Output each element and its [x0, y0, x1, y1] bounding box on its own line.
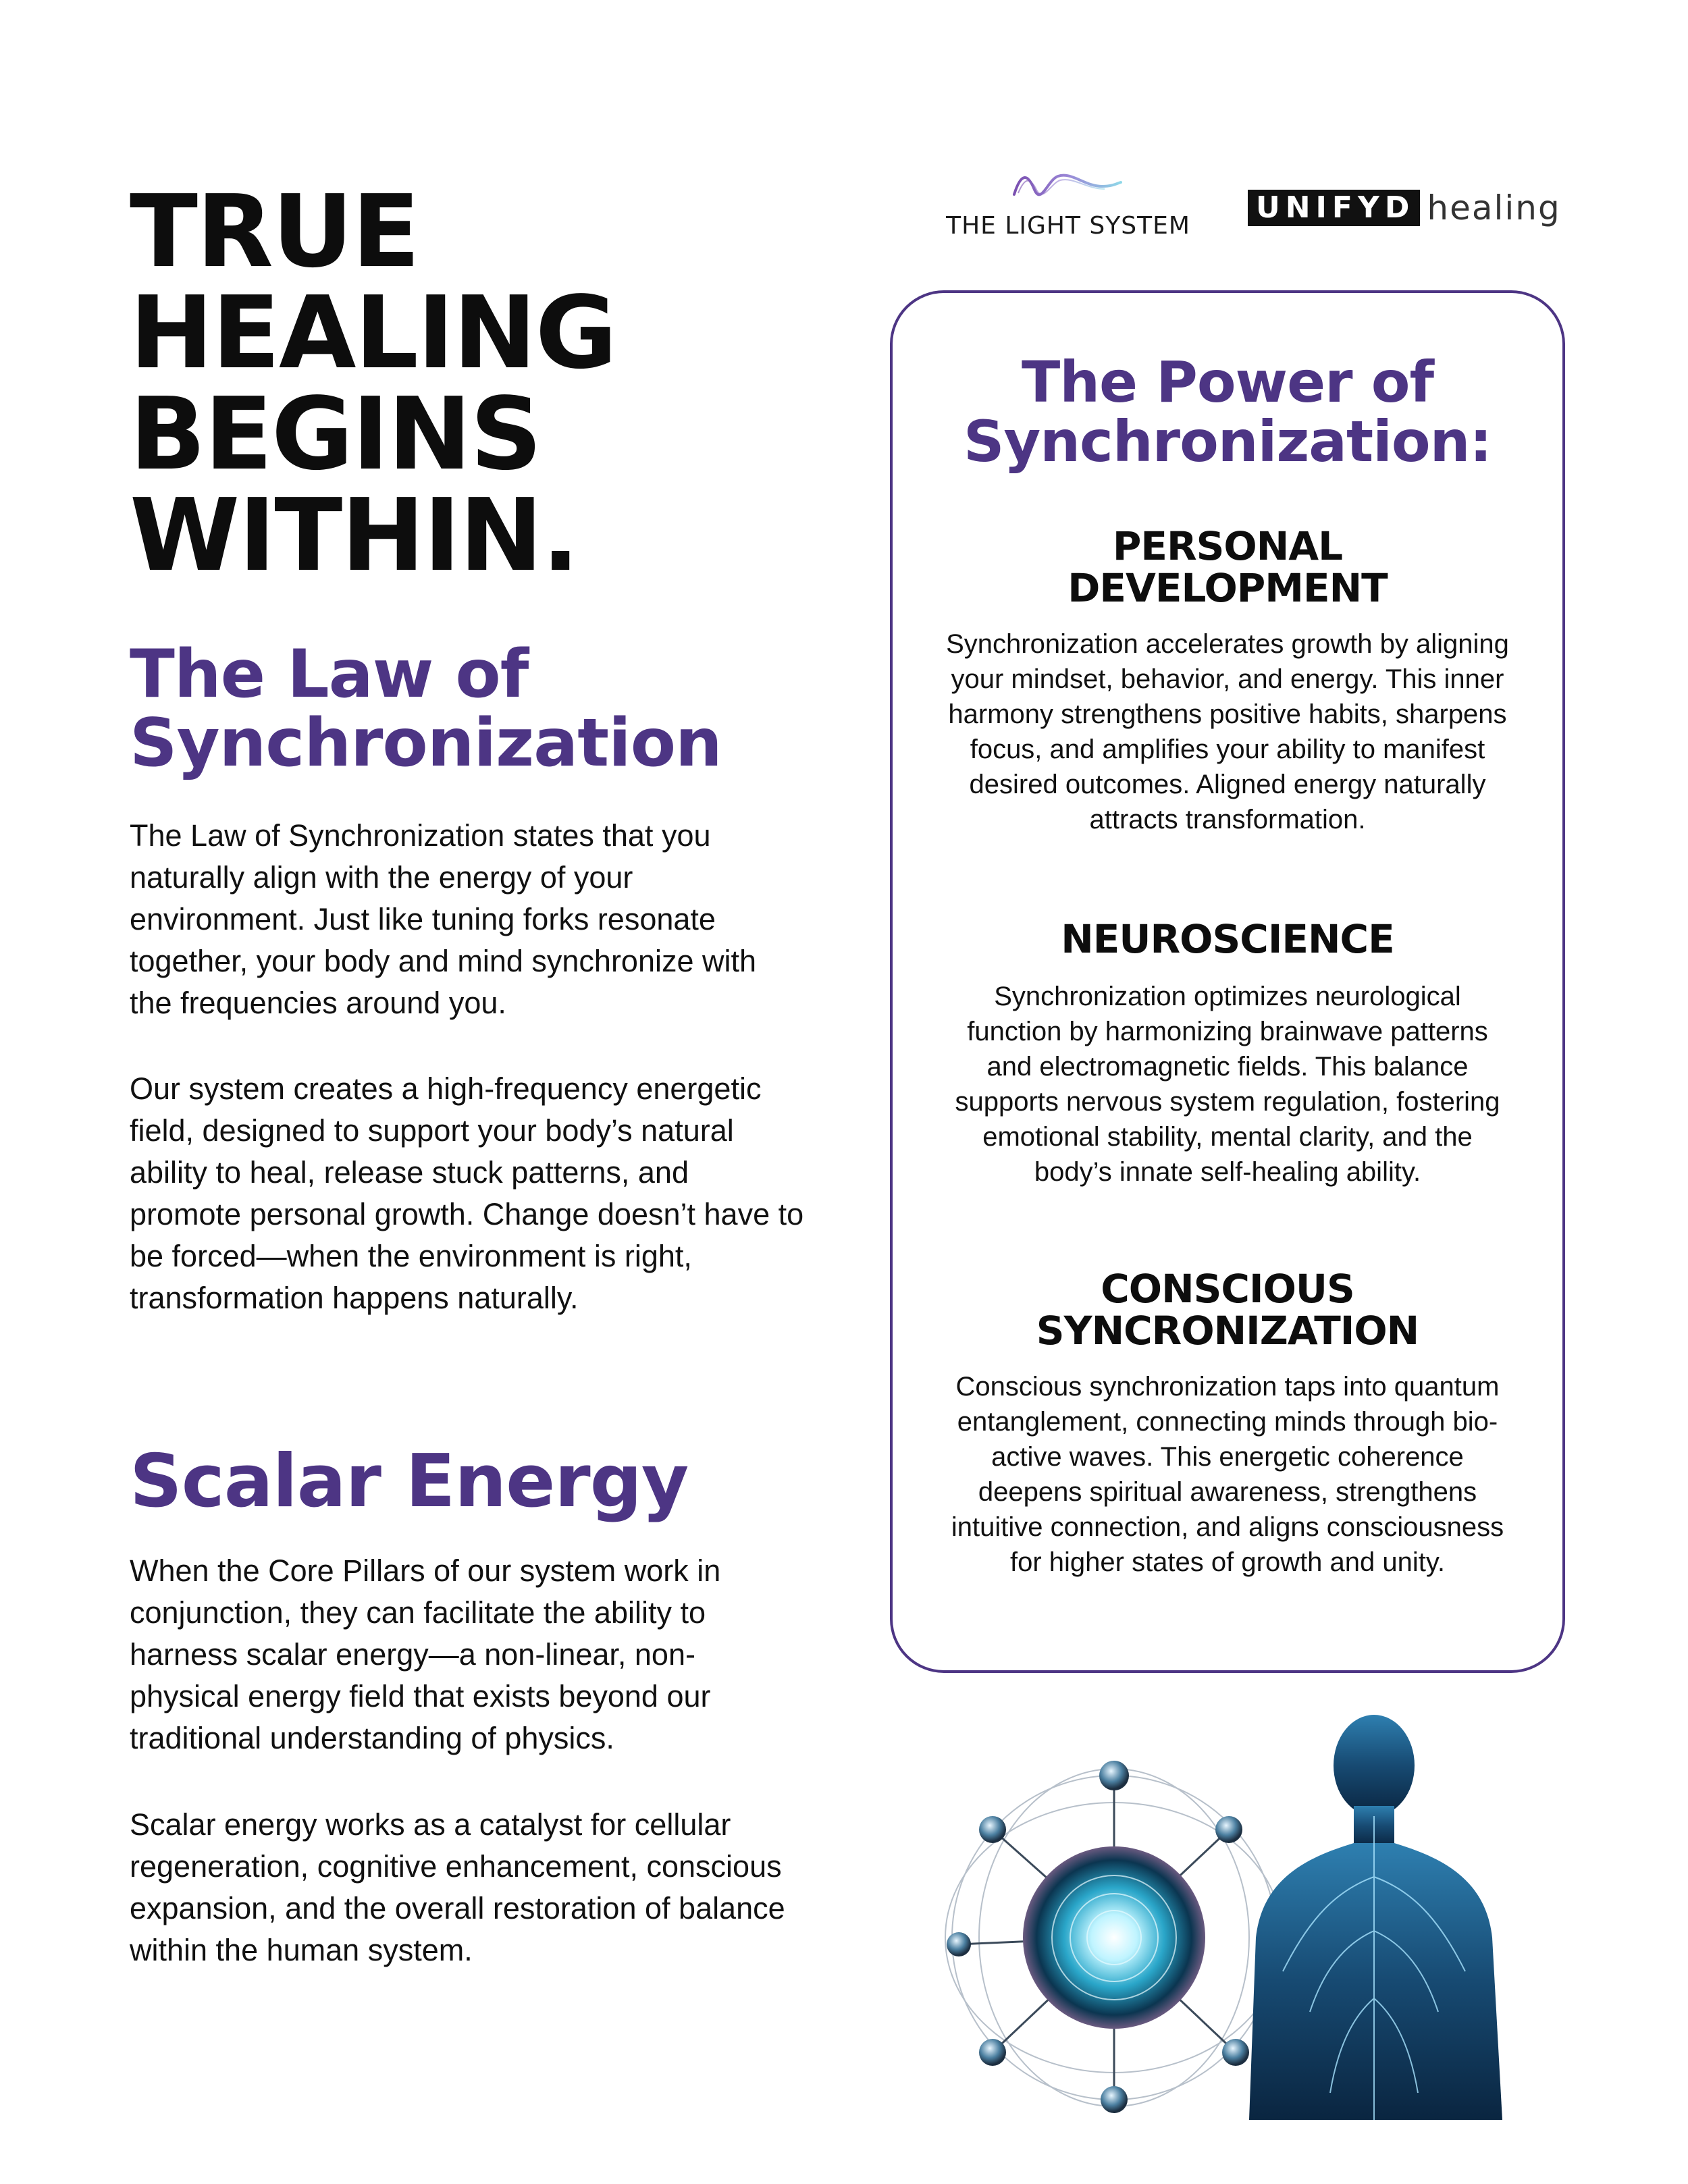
heading-line: PERSONAL	[1112, 523, 1343, 569]
law-of-synchronization-title	[130, 636, 839, 782]
heading-line: DEVELOPMENT	[1067, 565, 1388, 611]
scalar-sphere-and-body-image	[932, 1715, 1526, 2120]
section-body-conscious-syncronization: Conscious synchronization taps into quantum entanglement, connecting minds through bio-active waves. This energetic coherence deepens spiritual awareness, strengthens intuitive connection, and aligns consciousness for higher states of growth and unity.	[951, 1372, 1504, 1577]
light-system-wordmark: THE LIGHT SYSTEM	[946, 212, 1190, 240]
scalar-energy-title: Scalar Energy	[130, 1439, 689, 1524]
energy-body-illustration	[932, 1715, 1526, 2120]
title-line: Synchronization	[130, 705, 722, 782]
main-headline	[130, 174, 839, 593]
heading-line: NEUROSCIENCE	[1061, 916, 1394, 962]
healing-wordmark: healing	[1427, 188, 1561, 228]
title-line: The Law of	[130, 636, 529, 713]
section-heading-personal-development	[890, 525, 1565, 609]
headline-line: WITHIN.	[130, 477, 579, 593]
section-body-personal-development: Synchronization accelerates growth by aligning your mindset, behavior, and energy. This inner harmony strengthens positive habits, sharpens focus, and amplifies your ability to manifest desired outcomes. Aligned energy naturally attracts transformation.	[946, 629, 1509, 834]
section-heading-conscious-syncronization	[890, 1268, 1565, 1352]
unifyd-wordmark: UNIFYD	[1248, 190, 1420, 226]
headline-line: TRUE	[130, 174, 419, 290]
light-wave-icon	[940, 159, 1196, 213]
headline-line: BEGINS	[130, 376, 541, 492]
scalar-paragraph-1: When the Core Pillars of our system work in conjunction, they can facilitate the ability to harness scalar energy—a non-linear, non-physical energy field that exists beyond our traditional understanding of physics.	[130, 1553, 721, 1755]
card-title	[890, 349, 1565, 475]
section-heading-neuroscience	[890, 918, 1565, 960]
title-line: Synchronization:	[964, 408, 1492, 475]
heading-line: CONSCIOUS	[1101, 1266, 1354, 1312]
the-light-system-logo	[940, 159, 1196, 247]
headline-line: HEALING	[130, 275, 616, 391]
heading-line: SYNCRONIZATION	[1036, 1308, 1419, 1354]
law-paragraph-1: The Law of Synchronization states that you naturally align with the energy of your environment. Just like tuning forks resonate together, your body and mind synchronize with the frequencies around you.	[130, 818, 757, 1020]
section-body-neuroscience: Synchronization optimizes neurological function by harmonizing brainwave patterns and electromagnetic fields. This balance supports nervous system regulation, fostering emotional stability, mental clarity, and the body’s innate self-healing ability.	[955, 982, 1500, 1187]
unifyd-healing-logo	[1248, 188, 1561, 228]
scalar-paragraph-2: Scalar energy works as a catalyst for cellular regeneration, cognitive enhancement, conscious expansion, and the overall restoration of balance within the human system.	[130, 1807, 785, 1967]
law-paragraph-2: Our system creates a high-frequency energetic field, designed to support your body’s natural ability to heal, release stuck patterns, and promote personal growth. Change doesn’t have to be forced—when the environment is right, transformation happens naturally.	[130, 1071, 804, 1315]
title-line: The Power of	[1021, 349, 1434, 415]
